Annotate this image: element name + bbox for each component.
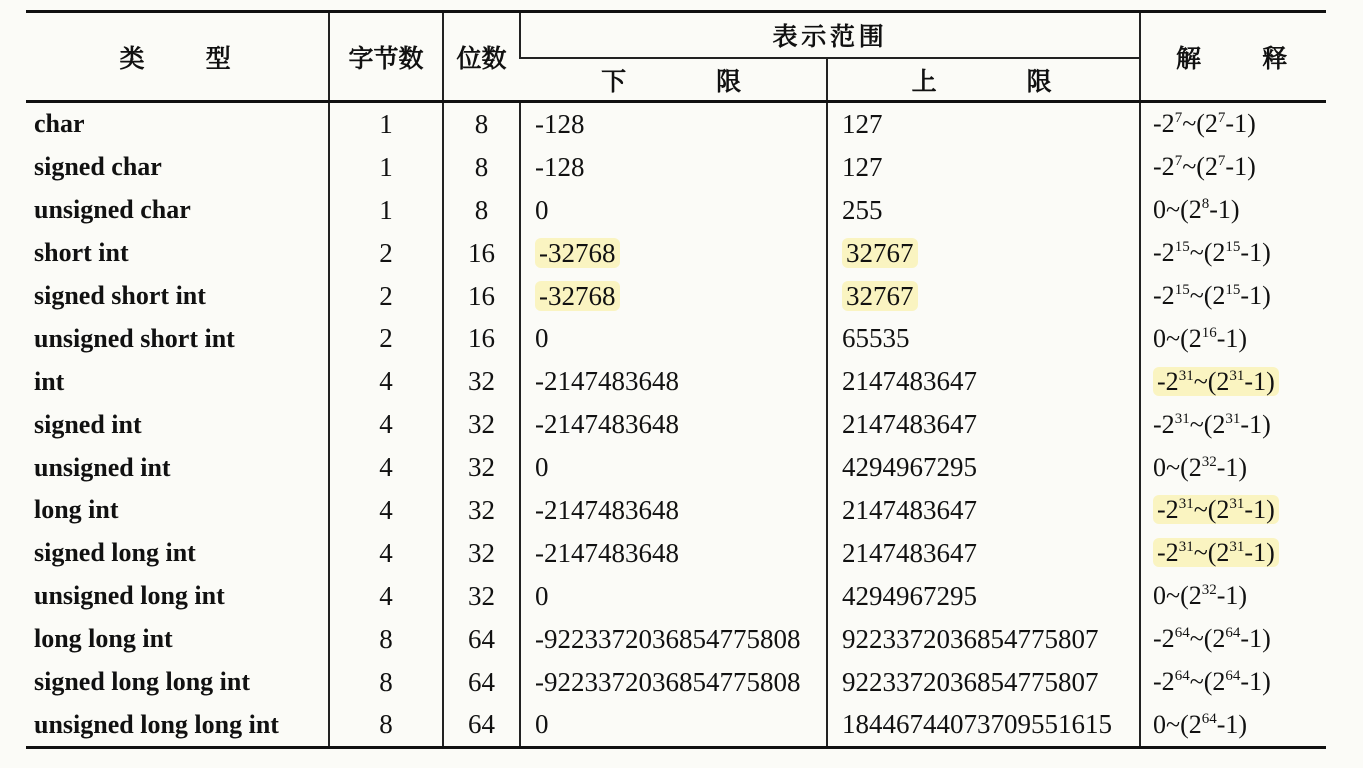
- formula-exp-high: 7: [1217, 153, 1226, 170]
- lower-bound: [520, 575, 827, 618]
- formula-exp-high: 15: [1225, 239, 1241, 256]
- lower-bound: [520, 446, 827, 489]
- type-name: unsigned long int: [34, 581, 225, 611]
- formula-base: 0: [1153, 323, 1167, 353]
- type-name: signed int: [34, 409, 142, 439]
- formula-mid: ~(2: [1189, 624, 1226, 654]
- formula-tail: -1): [1209, 195, 1240, 225]
- formula-tail: -1): [1225, 152, 1256, 182]
- formula-tail: -1): [1240, 409, 1271, 439]
- table-row: [26, 360, 1326, 403]
- table-row: [26, 618, 1326, 661]
- table-row: [26, 489, 1326, 532]
- range-formula: [1140, 317, 1326, 360]
- header-bytes: 字节数: [329, 12, 443, 102]
- formula-value: [1153, 624, 1271, 653]
- lower-bound: [520, 661, 827, 704]
- upper-bound-value: 2147483647: [842, 409, 977, 440]
- formula-mid: ~(2: [1193, 366, 1230, 396]
- type-name: unsigned long long int: [26, 703, 329, 747]
- formula-exp-high: 15: [1225, 282, 1241, 298]
- lower-bound-value: 0: [535, 194, 549, 225]
- formula-value: [1153, 538, 1279, 567]
- upper-bound: [827, 489, 1140, 532]
- formula-value: [1153, 710, 1247, 739]
- byte-count: 1: [329, 102, 443, 146]
- formula-tail: -1): [1225, 109, 1256, 139]
- formula-base: -2: [1153, 152, 1175, 182]
- upper-bound-value: 4294967295: [842, 580, 977, 611]
- formula-base: -2: [1157, 366, 1179, 396]
- formula-exp-low: 15: [1174, 282, 1190, 298]
- formula-exp-low: 31: [1174, 410, 1190, 427]
- type-name: signed char: [34, 152, 162, 182]
- byte-count: 4: [329, 532, 443, 575]
- formula-base: -2: [1153, 624, 1175, 654]
- formula-exp-low: 31: [1178, 539, 1194, 556]
- formula-mid: ~(2: [1182, 109, 1218, 139]
- formula-mid: ~(2: [1166, 581, 1202, 611]
- formula-value: [1153, 281, 1271, 310]
- bit-count: 16: [443, 317, 520, 360]
- range-formula: [1140, 360, 1326, 403]
- formula-value: [1153, 667, 1271, 696]
- table-row: [26, 232, 1326, 275]
- lower-bound: [520, 360, 827, 403]
- range-formula: [1140, 575, 1326, 618]
- formula-tail: -1): [1240, 281, 1271, 310]
- lower-bound: [520, 618, 827, 661]
- type-name: signed short int: [34, 281, 206, 310]
- formula-base: -2: [1153, 238, 1175, 268]
- header-bits: 位数: [443, 12, 520, 102]
- byte-count: 4: [329, 446, 443, 489]
- lower-bound-value: -32768: [535, 238, 620, 268]
- formula-base: -2: [1157, 538, 1179, 568]
- upper-bound-value: 18446744073709551615: [842, 709, 1112, 740]
- lower-bound-value: 0: [535, 709, 549, 740]
- bit-count: 32: [443, 575, 520, 618]
- lower-bound-value: -128: [535, 151, 585, 182]
- range-formula: [1140, 102, 1326, 146]
- header-type: 类 型: [26, 12, 329, 102]
- table-row: [26, 446, 1326, 489]
- formula-exp-high: 8: [1201, 196, 1210, 213]
- upper-bound: [827, 189, 1140, 232]
- formula-exp-high: 31: [1229, 496, 1245, 513]
- upper-bound: [827, 360, 1140, 403]
- formula-mid: ~(2: [1182, 152, 1218, 182]
- formula-base: 0: [1153, 709, 1167, 739]
- formula-base: 0: [1153, 452, 1167, 482]
- lower-bound-value: -32768: [535, 281, 620, 311]
- upper-bound-value: 127: [842, 108, 883, 139]
- lower-bound: [520, 189, 827, 232]
- upper-bound-value: 9223372036854775807: [842, 623, 1099, 654]
- formula-mid: ~(2: [1166, 452, 1202, 482]
- byte-count: 4: [329, 360, 443, 403]
- upper-bound: [827, 661, 1140, 704]
- upper-bound: [827, 317, 1140, 360]
- upper-bound-value: 127: [842, 151, 883, 182]
- byte-count: 2: [329, 232, 443, 275]
- upper-bound: [827, 275, 1140, 318]
- table-row: [26, 317, 1326, 360]
- byte-count: 2: [329, 317, 443, 360]
- formula-base: -2: [1153, 109, 1175, 139]
- byte-count: 8: [329, 618, 443, 661]
- formula-exp-low: 64: [1174, 668, 1190, 685]
- lower-bound-value: -9223372036854775808: [535, 623, 801, 654]
- formula-value: [1153, 495, 1279, 524]
- formula-mid: ~(2: [1193, 495, 1230, 525]
- upper-bound-value: 4294967295: [842, 452, 977, 483]
- byte-count: 1: [329, 189, 443, 232]
- type-name: int: [34, 366, 65, 396]
- formula-exp-high: 31: [1229, 367, 1245, 384]
- byte-count: 8: [329, 661, 443, 704]
- table-row: [26, 275, 1326, 318]
- lower-bound-value: 0: [535, 452, 549, 483]
- formula-tail: -1): [1240, 624, 1271, 654]
- upper-bound: [827, 146, 1140, 189]
- formula-exp-low: 31: [1178, 367, 1194, 384]
- formula-base: -2: [1153, 409, 1175, 439]
- formula-tail: -1): [1244, 538, 1275, 568]
- formula-value: [1153, 238, 1271, 267]
- formula-exp-high: 64: [1201, 710, 1217, 727]
- formula-base: 0: [1153, 581, 1167, 611]
- formula-mid: ~(2: [1193, 538, 1230, 568]
- lower-bound: [520, 703, 827, 747]
- formula-base: -2: [1153, 281, 1175, 310]
- lower-bound-value: -2147483648: [535, 494, 679, 525]
- formula-value: [1153, 195, 1240, 224]
- formula-mid: ~(2: [1189, 409, 1226, 439]
- type-name: short int: [34, 238, 129, 268]
- formula-exp-high: 64: [1225, 625, 1241, 642]
- integer-types-table: [26, 10, 1326, 749]
- range-formula: [1140, 703, 1326, 747]
- bit-count: 64: [443, 618, 520, 661]
- formula-base: -2: [1153, 667, 1175, 697]
- byte-count: 2: [329, 275, 443, 318]
- type-name: unsigned char: [34, 195, 191, 225]
- upper-bound: [827, 446, 1140, 489]
- upper-bound: [827, 232, 1140, 275]
- upper-bound-value: 65535: [842, 323, 910, 354]
- formula-value: [1153, 109, 1256, 138]
- formula-value: [1153, 152, 1256, 181]
- formula-exp-high: 16: [1201, 324, 1217, 341]
- byte-count: 4: [329, 575, 443, 618]
- upper-bound: [827, 618, 1140, 661]
- lower-bound-value: -9223372036854775808: [535, 666, 801, 697]
- upper-bound: [827, 703, 1140, 747]
- formula-exp-high: 64: [1225, 668, 1241, 685]
- formula-mid: ~(2: [1166, 323, 1202, 353]
- formula-exp-low: 64: [1174, 625, 1190, 642]
- header-upper: 上 限: [827, 58, 1140, 102]
- formula-mid: ~(2: [1189, 281, 1226, 310]
- upper-bound-value: 32767: [842, 238, 918, 268]
- formula-value: [1153, 410, 1271, 439]
- formula-exp-low: 31: [1178, 496, 1194, 513]
- formula-exp-low: 7: [1174, 110, 1183, 127]
- table-row: [26, 532, 1326, 575]
- formula-tail: -1): [1244, 366, 1275, 396]
- formula-exp-low: 15: [1174, 239, 1190, 256]
- byte-count: 8: [329, 703, 443, 747]
- range-formula: [1140, 661, 1326, 704]
- bit-count: 8: [443, 146, 520, 189]
- lower-bound: [520, 275, 827, 318]
- formula-value: [1153, 581, 1247, 610]
- bit-count: 32: [443, 489, 520, 532]
- header-explain: 解 释: [1140, 12, 1326, 102]
- lower-bound: [520, 102, 827, 146]
- range-formula: [1140, 232, 1326, 275]
- table-row: [26, 146, 1326, 189]
- type-name: unsigned int: [34, 452, 171, 482]
- bit-count: 64: [443, 703, 520, 747]
- formula-mid: ~(2: [1166, 709, 1202, 739]
- formula-value: [1153, 453, 1247, 482]
- bit-count: 32: [443, 403, 520, 446]
- formula-exp-high: 7: [1217, 110, 1226, 127]
- lower-bound: [520, 317, 827, 360]
- upper-bound-value: 9223372036854775807: [842, 666, 1099, 697]
- formula-exp-high: 32: [1201, 453, 1217, 470]
- upper-bound: [827, 575, 1140, 618]
- byte-count: 4: [329, 489, 443, 532]
- bit-count: 64: [443, 661, 520, 704]
- upper-bound: [827, 403, 1140, 446]
- header-lower: 下 限: [520, 58, 827, 102]
- type-name: signed long int: [34, 538, 196, 568]
- lower-bound: [520, 403, 827, 446]
- formula-tail: -1): [1216, 581, 1248, 611]
- range-formula: [1140, 275, 1326, 318]
- lower-bound: [520, 532, 827, 575]
- range-formula: [1140, 146, 1326, 189]
- range-formula: [1140, 532, 1326, 575]
- formula-mid: ~(2: [1189, 238, 1226, 268]
- formula-base: 0: [1153, 195, 1167, 225]
- table-row: [26, 661, 1326, 704]
- formula-tail: -1): [1216, 709, 1248, 739]
- range-formula: [1140, 489, 1326, 532]
- byte-count: 4: [329, 403, 443, 446]
- upper-bound-value: 255: [842, 194, 883, 225]
- type-name: unsigned short int: [34, 323, 235, 353]
- table-header: [26, 12, 1326, 102]
- upper-bound-value: 2147483647: [842, 366, 977, 397]
- formula-mid: ~(2: [1189, 667, 1226, 697]
- type-name: char: [34, 109, 85, 139]
- byte-count: 1: [329, 146, 443, 189]
- type-name: long long int: [34, 624, 173, 654]
- table-body: [26, 102, 1326, 748]
- bit-count: 8: [443, 102, 520, 146]
- formula-exp-high: 32: [1201, 582, 1217, 599]
- range-formula: [1140, 189, 1326, 232]
- lower-bound-value: -2147483648: [535, 409, 679, 440]
- table-row: [26, 189, 1326, 232]
- lower-bound: [520, 146, 827, 189]
- formula-tail: -1): [1216, 323, 1248, 353]
- formula-exp-high: 31: [1229, 539, 1245, 556]
- lower-bound-value: 0: [535, 323, 549, 354]
- formula-tail: -1): [1244, 495, 1275, 525]
- table-row: [26, 102, 1326, 146]
- lower-bound: [520, 232, 827, 275]
- range-formula: [1140, 618, 1326, 661]
- table-row: [26, 703, 1326, 747]
- upper-bound-value: 2147483647: [842, 537, 977, 568]
- table-row: [26, 575, 1326, 618]
- upper-bound-value: 32767: [842, 281, 918, 311]
- bit-count: 16: [443, 232, 520, 275]
- formula-value: [1153, 324, 1247, 353]
- formula-base: -2: [1157, 495, 1179, 525]
- lower-bound-value: 0: [535, 580, 549, 611]
- formula-exp-low: 7: [1174, 153, 1183, 170]
- bit-count: 32: [443, 446, 520, 489]
- range-formula: [1140, 403, 1326, 446]
- formula-exp-high: 31: [1225, 410, 1241, 427]
- range-formula: [1140, 446, 1326, 489]
- formula-tail: -1): [1240, 238, 1271, 268]
- formula-mid: ~(2: [1166, 195, 1202, 225]
- bit-count: 32: [443, 360, 520, 403]
- lower-bound-value: -2147483648: [535, 366, 679, 397]
- type-name: long int: [34, 495, 119, 525]
- lower-bound: [520, 489, 827, 532]
- formula-tail: -1): [1216, 452, 1248, 482]
- lower-bound-value: -128: [535, 108, 585, 139]
- bit-count: 32: [443, 532, 520, 575]
- type-name: signed long long int: [34, 667, 251, 697]
- formula-tail: -1): [1240, 667, 1271, 697]
- lower-bound-value: -2147483648: [535, 537, 679, 568]
- upper-bound-value: 2147483647: [842, 494, 977, 525]
- upper-bound: [827, 102, 1140, 146]
- table-row: [26, 403, 1326, 446]
- header-range: 表示范围: [520, 12, 1140, 59]
- formula-value: [1153, 367, 1279, 396]
- upper-bound: [827, 532, 1140, 575]
- bit-count: 16: [443, 275, 520, 318]
- bit-count: 8: [443, 189, 520, 232]
